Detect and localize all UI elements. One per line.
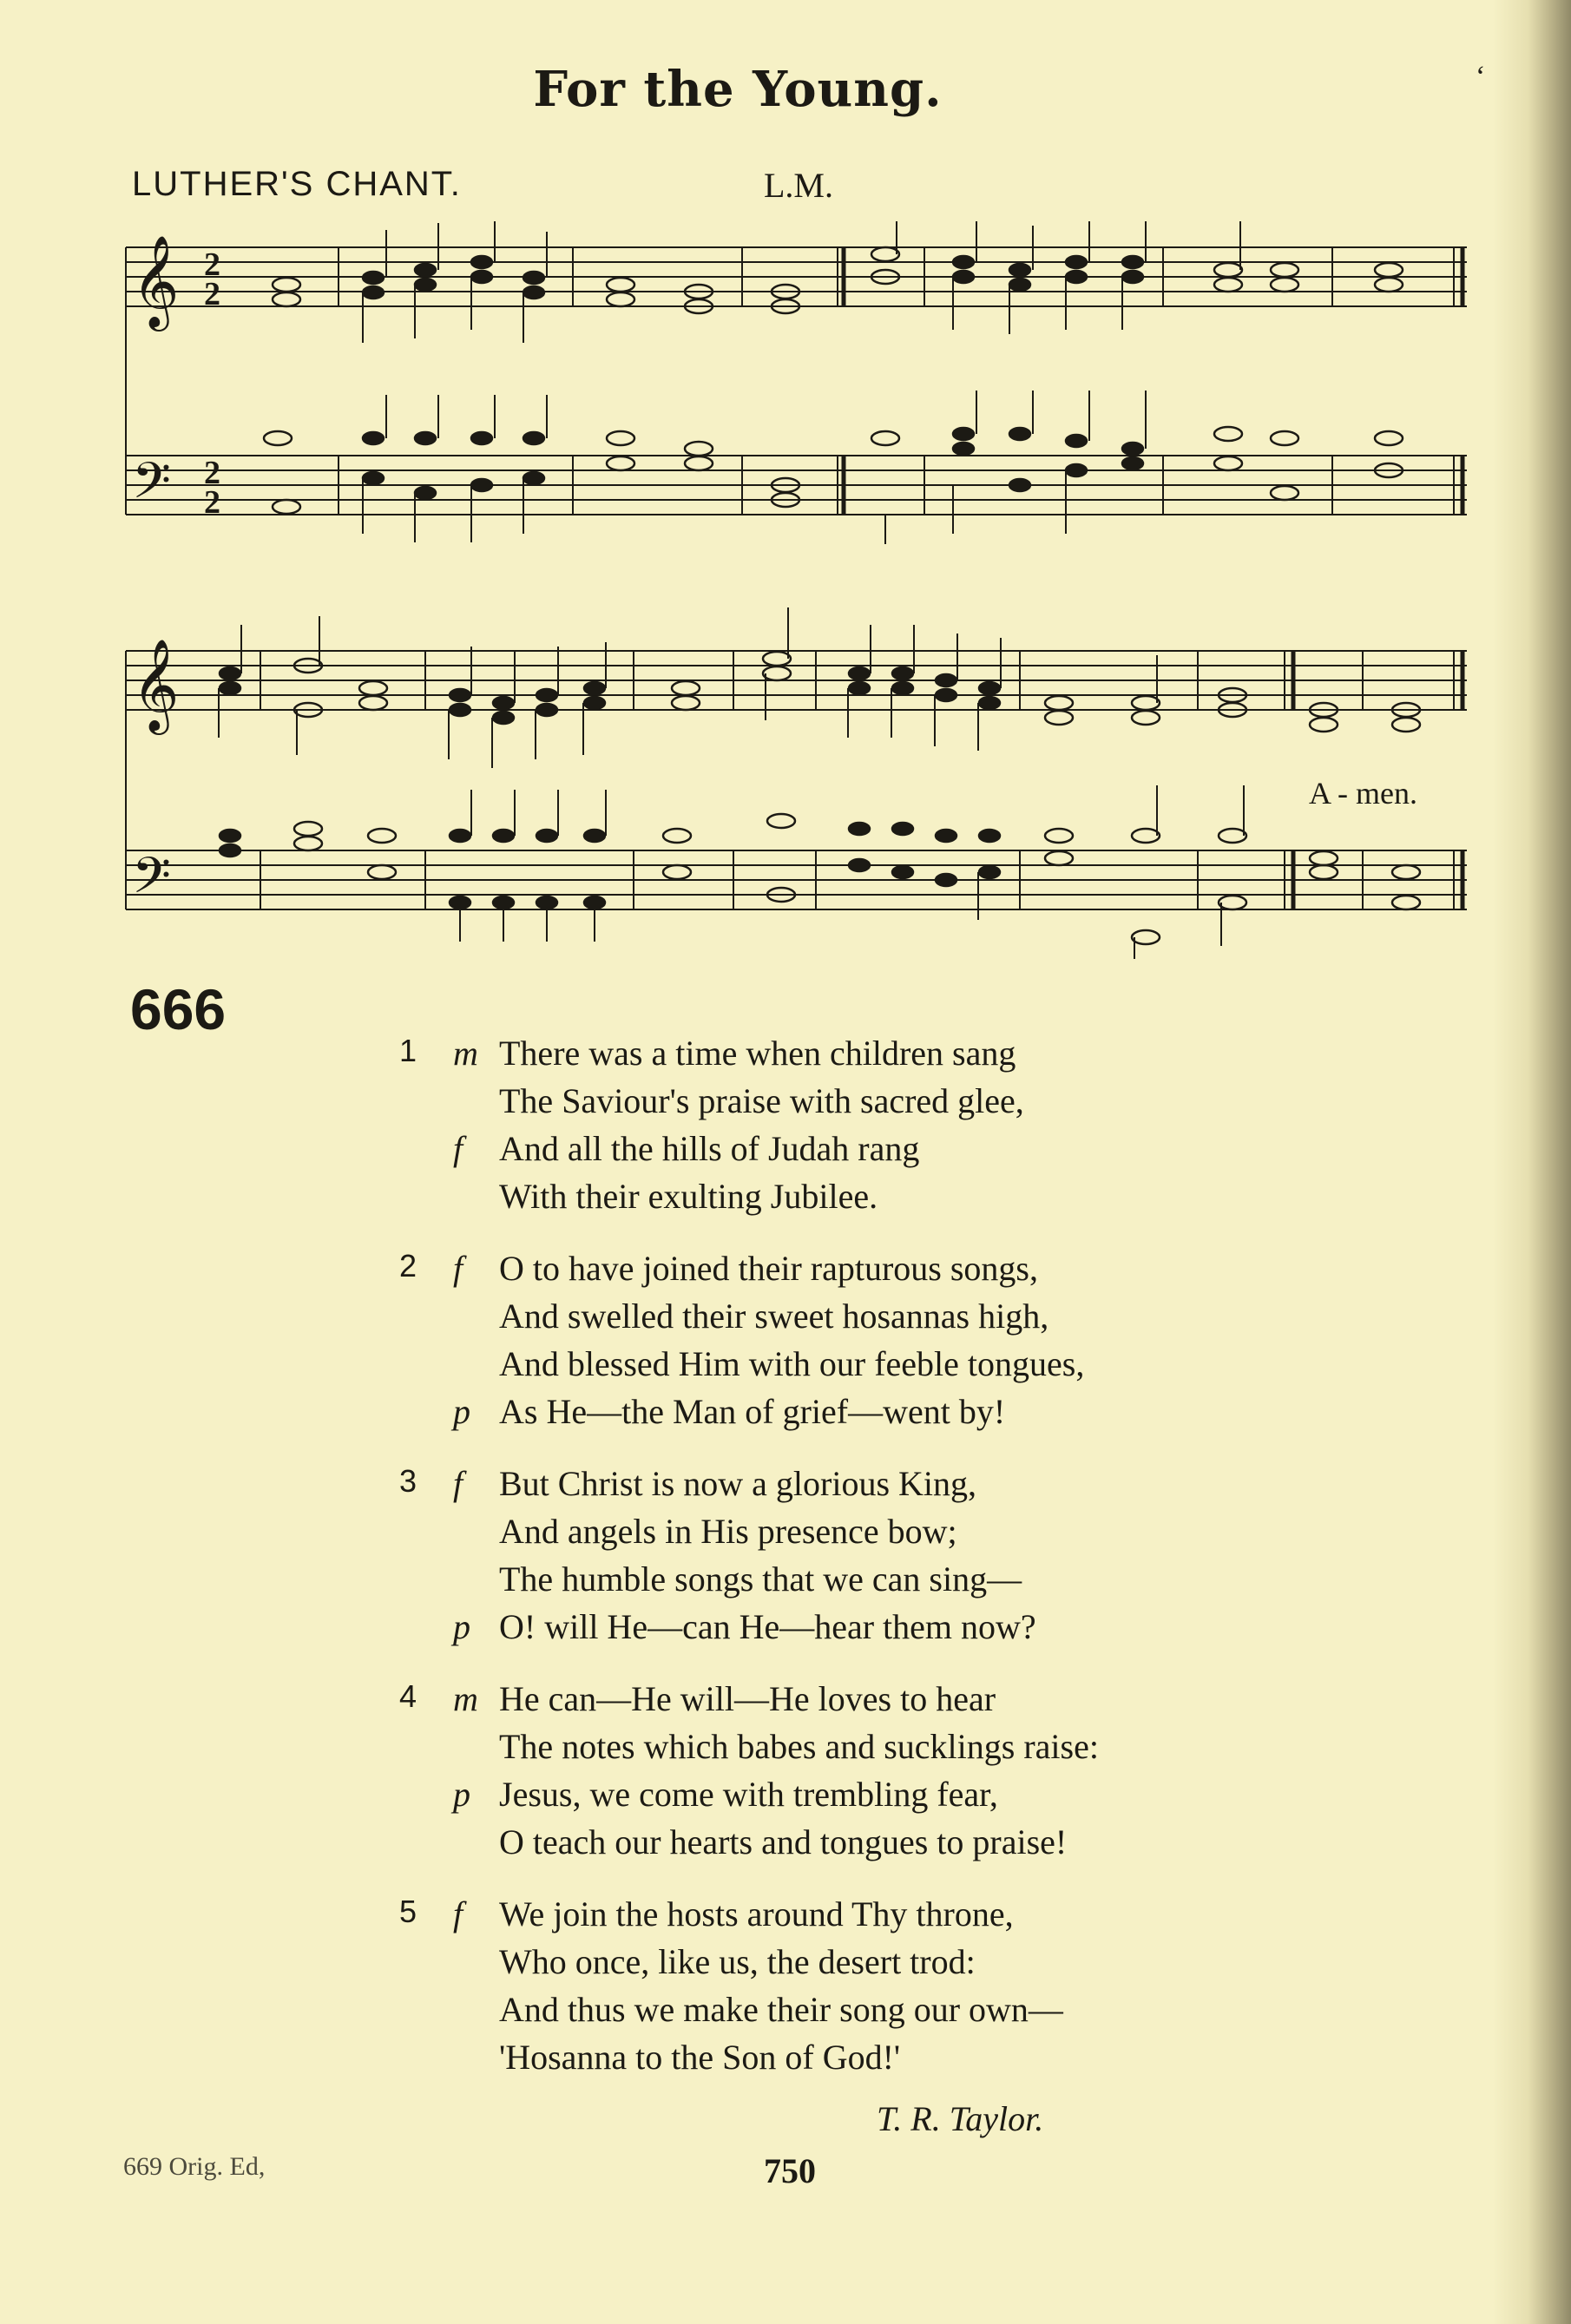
treble-clef-icon: 𝄞 [132,234,180,327]
line-text: O! will He—can He—hear them now? [499,1607,1036,1646]
treble-staff-1 [126,247,1467,306]
dynamic-mark: f [453,1129,463,1168]
stanza-number: 5 [399,1894,417,1929]
dynamic-mark: p [453,1775,470,1814]
stanza-number: 3 [399,1463,417,1499]
notes-1 [264,247,1403,514]
bass-clef-icon: 𝄢 [132,846,172,917]
dynamic-mark: p [453,1607,470,1646]
line-text: As He—the Man of grief—went by! [499,1392,1006,1431]
bass-clef-icon: 𝄢 [132,451,172,522]
treble-clef-icon: 𝄞 [132,638,180,731]
line-text: We join the hosts around Thy throne, [499,1894,1014,1933]
line-text: With their exulting Jubilee. [499,1177,878,1216]
line-text: Jesus, we come with trembling fear, [499,1775,998,1814]
hymn-number: 666 [130,977,227,1041]
stanza-number: 2 [399,1248,417,1283]
line-text: Who once, like us, the desert trod: [499,1942,976,1981]
bass-staff-1 [126,456,1467,515]
time-signature-icons [204,246,220,521]
line-text: And angels in His presence bow; [499,1512,957,1551]
line-text: But Christ is now a glorious King, [499,1464,977,1503]
line-text: There was a time when children sang [499,1034,1016,1073]
dynamic-mark: m [453,1034,478,1073]
original-edition-note: 669 Orig. Ed, [123,2152,266,2181]
meter-label: L.M. [764,166,833,205]
line-text: O to have joined their rapturous songs, [499,1249,1038,1288]
svg-text:2: 2 [204,455,220,491]
line-text: O teach our hearts and tongues to praise! [499,1822,1068,1861]
tune-name: LUTHER'S CHANT. [132,165,462,203]
line-text: The notes which babes and sucklings raise: [499,1727,1099,1766]
dynamic-mark: f [453,1249,463,1288]
treble-staff-2 [126,651,1467,710]
stanza-number: 1 [399,1033,417,1068]
svg-text:2: 2 [204,276,220,312]
barlines-2 [126,651,1463,909]
dynamic-mark: m [453,1679,478,1718]
line-text: The Saviour's praise with sacred glee, [499,1081,1024,1120]
page-edge-shadow [1493,0,1571,2324]
bass-staff-2 [126,850,1467,909]
svg-text:2: 2 [204,246,220,283]
stems-1 [363,221,1240,544]
amen-label: A - men. [1309,776,1417,811]
line-text: The humble songs that we can sing— [499,1559,1022,1599]
page-title: For the Young. [533,61,943,118]
dynamic-mark: f [453,1894,463,1933]
line-text: He can—He will—He loves to hear [499,1679,996,1718]
line-text: 'Hosanna to the Son of God!' [499,2038,901,2077]
barlines-1 [126,247,1463,515]
line-text: And swelled their sweet hosannas high, [499,1297,1049,1336]
line-text: And all the hills of Judah rang [499,1129,920,1168]
line-text: And blessed Him with our feeble tongues, [499,1344,1085,1383]
dynamic-mark: p [453,1392,470,1431]
stanza-number: 4 [399,1678,417,1714]
dynamic-mark: f [453,1464,463,1503]
margin-mark: ‘ [1476,61,1486,93]
music-system-1 [122,221,1476,568]
author-attribution: T. R. Taylor. [877,2099,1044,2138]
svg-text:2: 2 [204,484,220,521]
stems-2 [219,607,1244,959]
page-number: 750 [764,2151,816,2190]
music-system-2 [122,607,1476,981]
line-text: And thus we make their song our own— [499,1990,1063,2029]
